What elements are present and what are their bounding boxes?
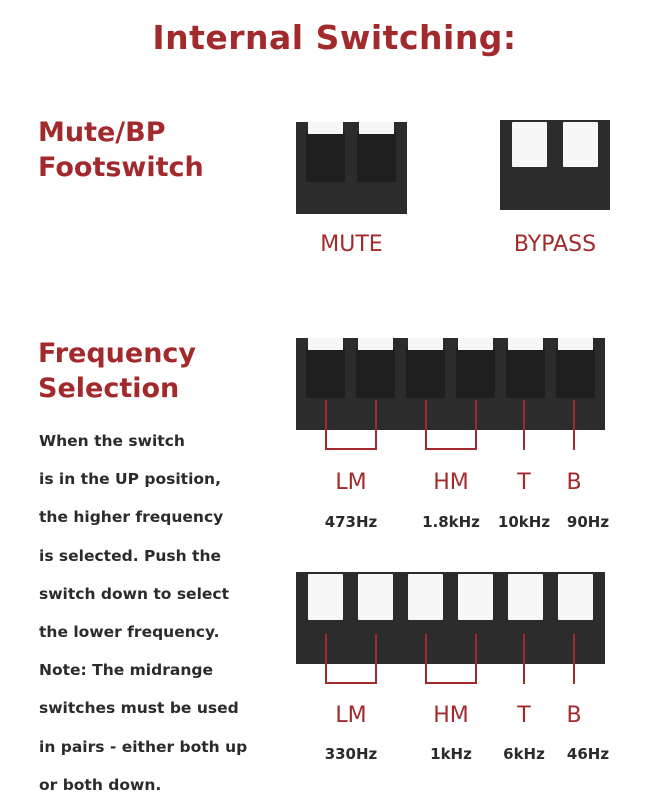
up-label-hm: HM <box>433 470 469 495</box>
mute-switch-knob-2 <box>359 122 394 134</box>
description-line: the lower frequency. <box>39 623 220 642</box>
up-label-lm: LM <box>335 470 367 495</box>
down-knob-2 <box>358 574 393 620</box>
up-knob-2 <box>358 338 393 350</box>
down-label-b: B <box>566 703 582 728</box>
down-hm-line-right <box>475 634 477 684</box>
mute-label: MUTE <box>320 232 383 257</box>
mute-switch-knob-1 <box>308 122 343 134</box>
description-line: is selected. Push the <box>39 546 221 565</box>
bypass-switch <box>500 120 610 210</box>
down-label-lm: LM <box>335 703 367 728</box>
frequency-heading-line2: Selection <box>38 373 180 404</box>
mute-switch-socket-1 <box>306 132 345 182</box>
up-freq-lm: 473Hz <box>324 513 378 531</box>
mute-bp-heading-line1: Mute/BP <box>38 117 166 148</box>
up-hm-bracket <box>425 448 477 450</box>
up-freq-t: 10kHz <box>497 513 551 531</box>
up-label-b: B <box>566 470 582 495</box>
up-knob-6 <box>558 338 593 350</box>
description-line: in pairs - either both up <box>39 737 248 756</box>
down-freq-lm: 330Hz <box>324 745 378 763</box>
up-socket-1 <box>306 348 345 398</box>
description-line: the higher frequency <box>39 508 224 527</box>
down-knob-1 <box>308 574 343 620</box>
down-hm-bracket <box>425 682 477 684</box>
up-freq-b: 90Hz <box>566 513 610 531</box>
down-label-t: T <box>517 703 531 728</box>
mute-bp-heading <box>38 115 204 185</box>
up-socket-5 <box>506 348 545 398</box>
frequency-switch-up-bank <box>296 338 605 430</box>
up-hm-line-left <box>425 400 427 450</box>
bypass-switch-knob-1 <box>512 122 547 167</box>
down-knob-5 <box>508 574 543 620</box>
up-lm-line-right <box>375 400 377 450</box>
down-b-line <box>573 634 575 684</box>
up-socket-4 <box>456 348 495 398</box>
up-label-t: T <box>517 470 531 495</box>
description-line: or both down. <box>39 775 162 794</box>
up-socket-3 <box>406 348 445 398</box>
up-hm-line-right <box>475 400 477 450</box>
up-lm-line-left <box>325 400 327 450</box>
bypass-switch-knob-2 <box>563 122 598 167</box>
down-knob-3 <box>408 574 443 620</box>
up-b-line <box>573 400 575 450</box>
up-knob-4 <box>458 338 493 350</box>
description-line: is in the UP position, <box>39 470 221 489</box>
mute-switch-socket-2 <box>357 132 396 182</box>
mute-bp-heading-line2: Footswitch <box>38 152 204 183</box>
down-lm-line-right <box>375 634 377 684</box>
down-lm-bracket <box>325 682 377 684</box>
up-lm-bracket <box>325 448 377 450</box>
down-freq-b: 46Hz <box>566 745 610 763</box>
description-line: When the switch <box>39 432 185 450</box>
frequency-switch-down-bank <box>296 572 605 664</box>
up-socket-2 <box>356 348 395 398</box>
down-knob-4 <box>458 574 493 620</box>
description-line: switch down to select <box>39 584 229 603</box>
down-t-line <box>523 634 525 684</box>
up-socket-6 <box>556 348 595 398</box>
down-lm-line-left <box>325 634 327 684</box>
down-freq-hm: 1kHz <box>430 745 472 763</box>
down-hm-line-left <box>425 634 427 684</box>
down-freq-t: 6kHz <box>503 745 545 763</box>
mute-switch <box>296 122 407 214</box>
description-line: switches must be used <box>39 699 239 718</box>
up-knob-1 <box>308 338 343 350</box>
up-knob-3 <box>408 338 443 350</box>
frequency-heading-line1: Frequency <box>38 338 197 369</box>
frequency-description <box>39 422 247 804</box>
down-knob-6 <box>558 574 593 620</box>
up-freq-hm: 1.8kHz <box>422 513 480 531</box>
up-t-line <box>523 400 525 450</box>
bypass-label: BYPASS <box>513 232 597 257</box>
up-knob-5 <box>508 338 543 350</box>
description-line: Note: The midrange <box>39 661 213 680</box>
down-label-hm: HM <box>433 703 469 728</box>
page-title: Internal Switching: <box>152 18 517 57</box>
frequency-heading <box>38 336 196 406</box>
